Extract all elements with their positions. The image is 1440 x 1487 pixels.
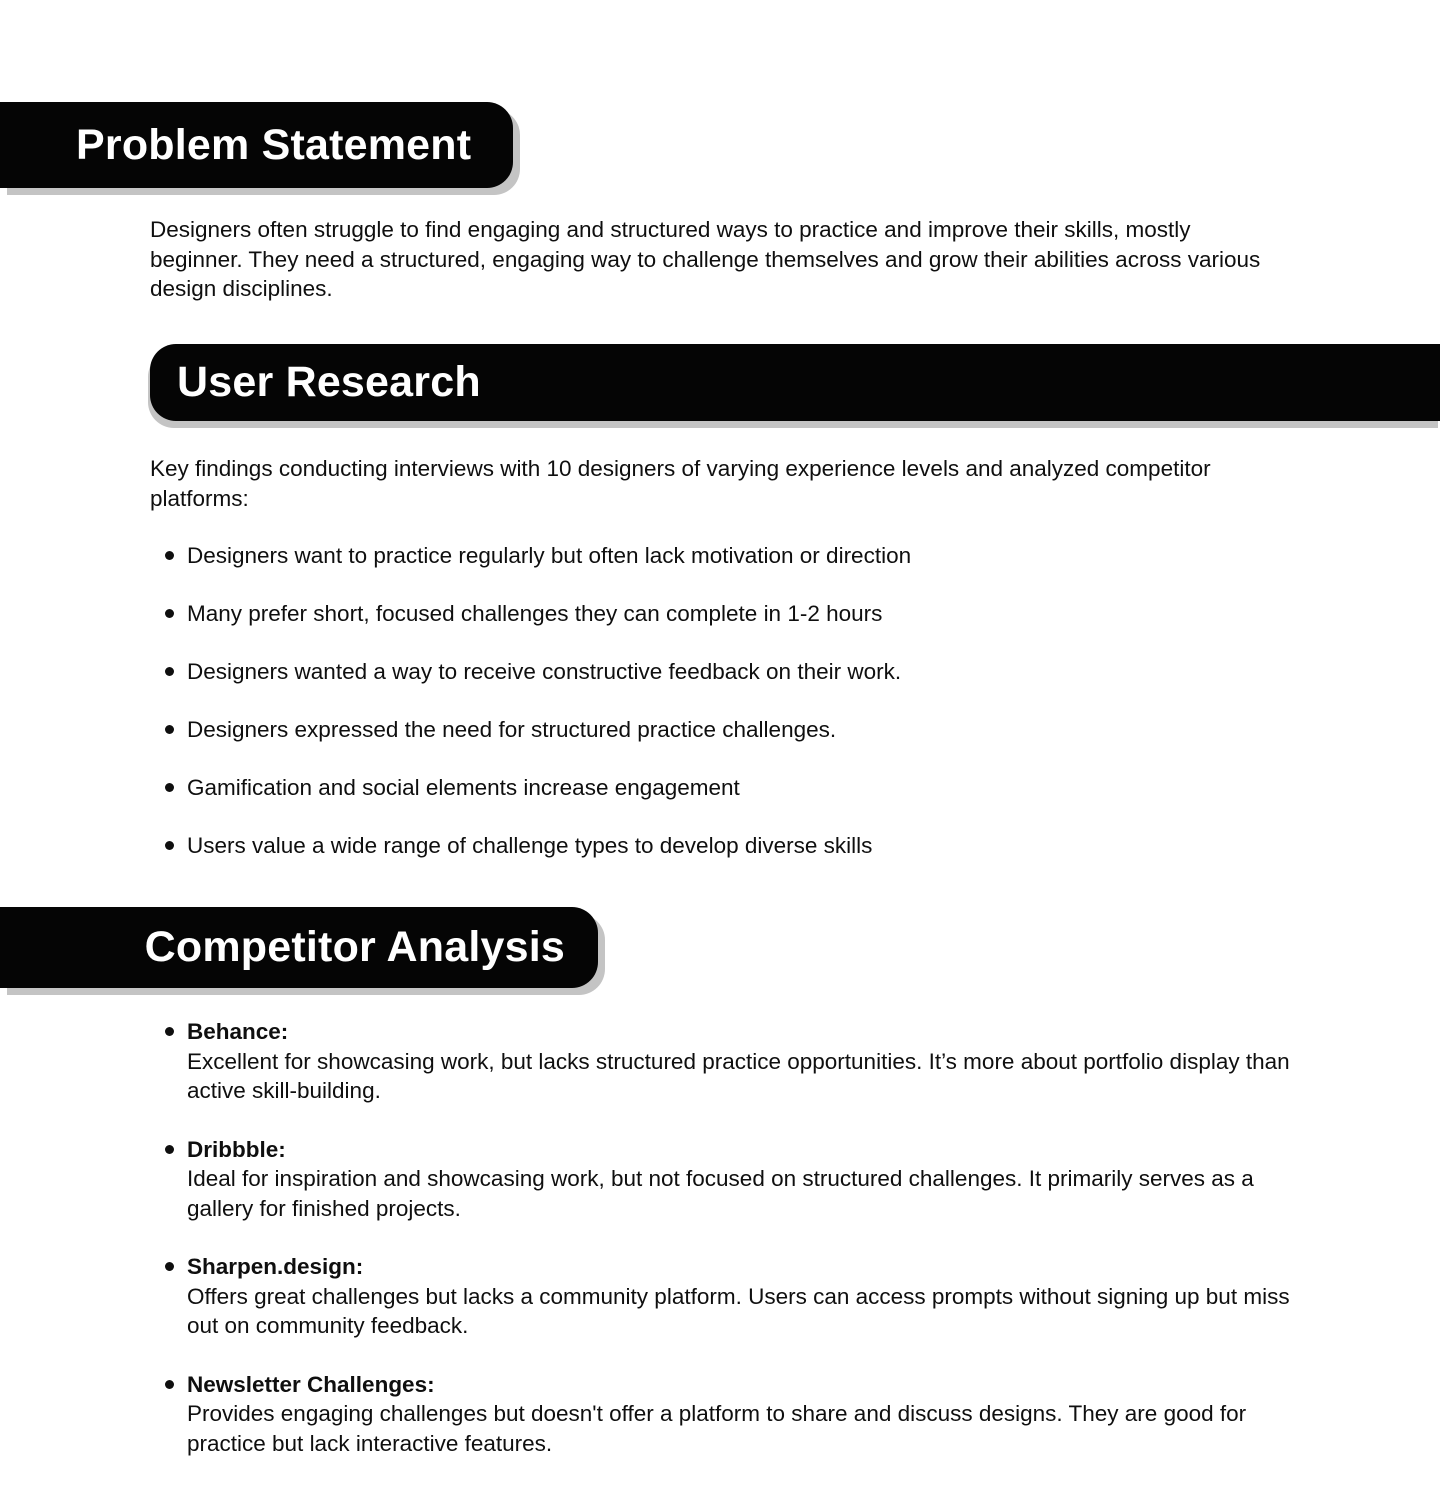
list-item-dribbble (187, 1135, 1295, 1224)
competitor-description: Excellent for showcasing work, but lacks structured practice opportunities. It’s more about portfolio display than active skill-building. (187, 1048, 1290, 1103)
user-research-findings-list (187, 541, 1197, 889)
competitor-name: Sharpen.design: (187, 1254, 364, 1279)
competitor-analysis-list (187, 1017, 1295, 1487)
competitor-description: Provides engaging challenges but doesn't offer a platform to share and discuss designs. They are good for practice but lack interactive features. (187, 1401, 1247, 1456)
list-item-newsletter-challenges (187, 1370, 1295, 1459)
list-item: Designers want to practice regularly but often lack motivation or direction (187, 541, 1197, 571)
competitor-description: Ideal for inspiration and showcasing work, but not focused on structured challenges. It primarily serves as a gallery for finished projects. (187, 1166, 1254, 1221)
section-header-problem-statement (0, 102, 513, 188)
list-item: Designers wanted a way to receive constructive feedback on their work. (187, 657, 1197, 687)
competitor-name: Newsletter Challenges: (187, 1371, 435, 1397)
list-item: Designers expressed the need for structured practice challenges. (187, 715, 1197, 745)
section-title-problem-statement: Problem Statement (76, 120, 472, 169)
competitor-description: Offers great challenges but lacks a community platform. Users can access prompts without signing up but miss out on community feedback. (187, 1283, 1290, 1338)
problem-statement-paragraph: Designers often struggle to find engaging and structured ways to practice and improve their skills, mostly beginner. They need a structured, engaging way to challenge themselves and grow their abilities across various design disciplines. (150, 217, 1261, 301)
section-header-competitor-analysis (0, 907, 598, 988)
list-item: Gamification and social elements increase engagement (187, 773, 1197, 803)
list-item: Users value a wide range of challenge types to develop diverse skills (187, 831, 1197, 861)
section-header-user-research (150, 344, 1440, 421)
competitor-name: Dribbble: (187, 1136, 286, 1162)
user-research-intro-paragraph: Key findings conducting interviews with 10 designers of varying experience levels and analyzed competitor platforms: (150, 456, 1211, 511)
list-item: Many prefer short, focused challenges they can complete in 1-2 hours (187, 599, 1197, 629)
section-title-user-research: User Research (177, 358, 481, 406)
section-title-competitor-analysis: Competitor Analysis (144, 923, 565, 971)
competitor-name: Behance: (187, 1019, 289, 1044)
list-item-sharpen-design (187, 1252, 1295, 1341)
list-item-behance (187, 1017, 1295, 1106)
